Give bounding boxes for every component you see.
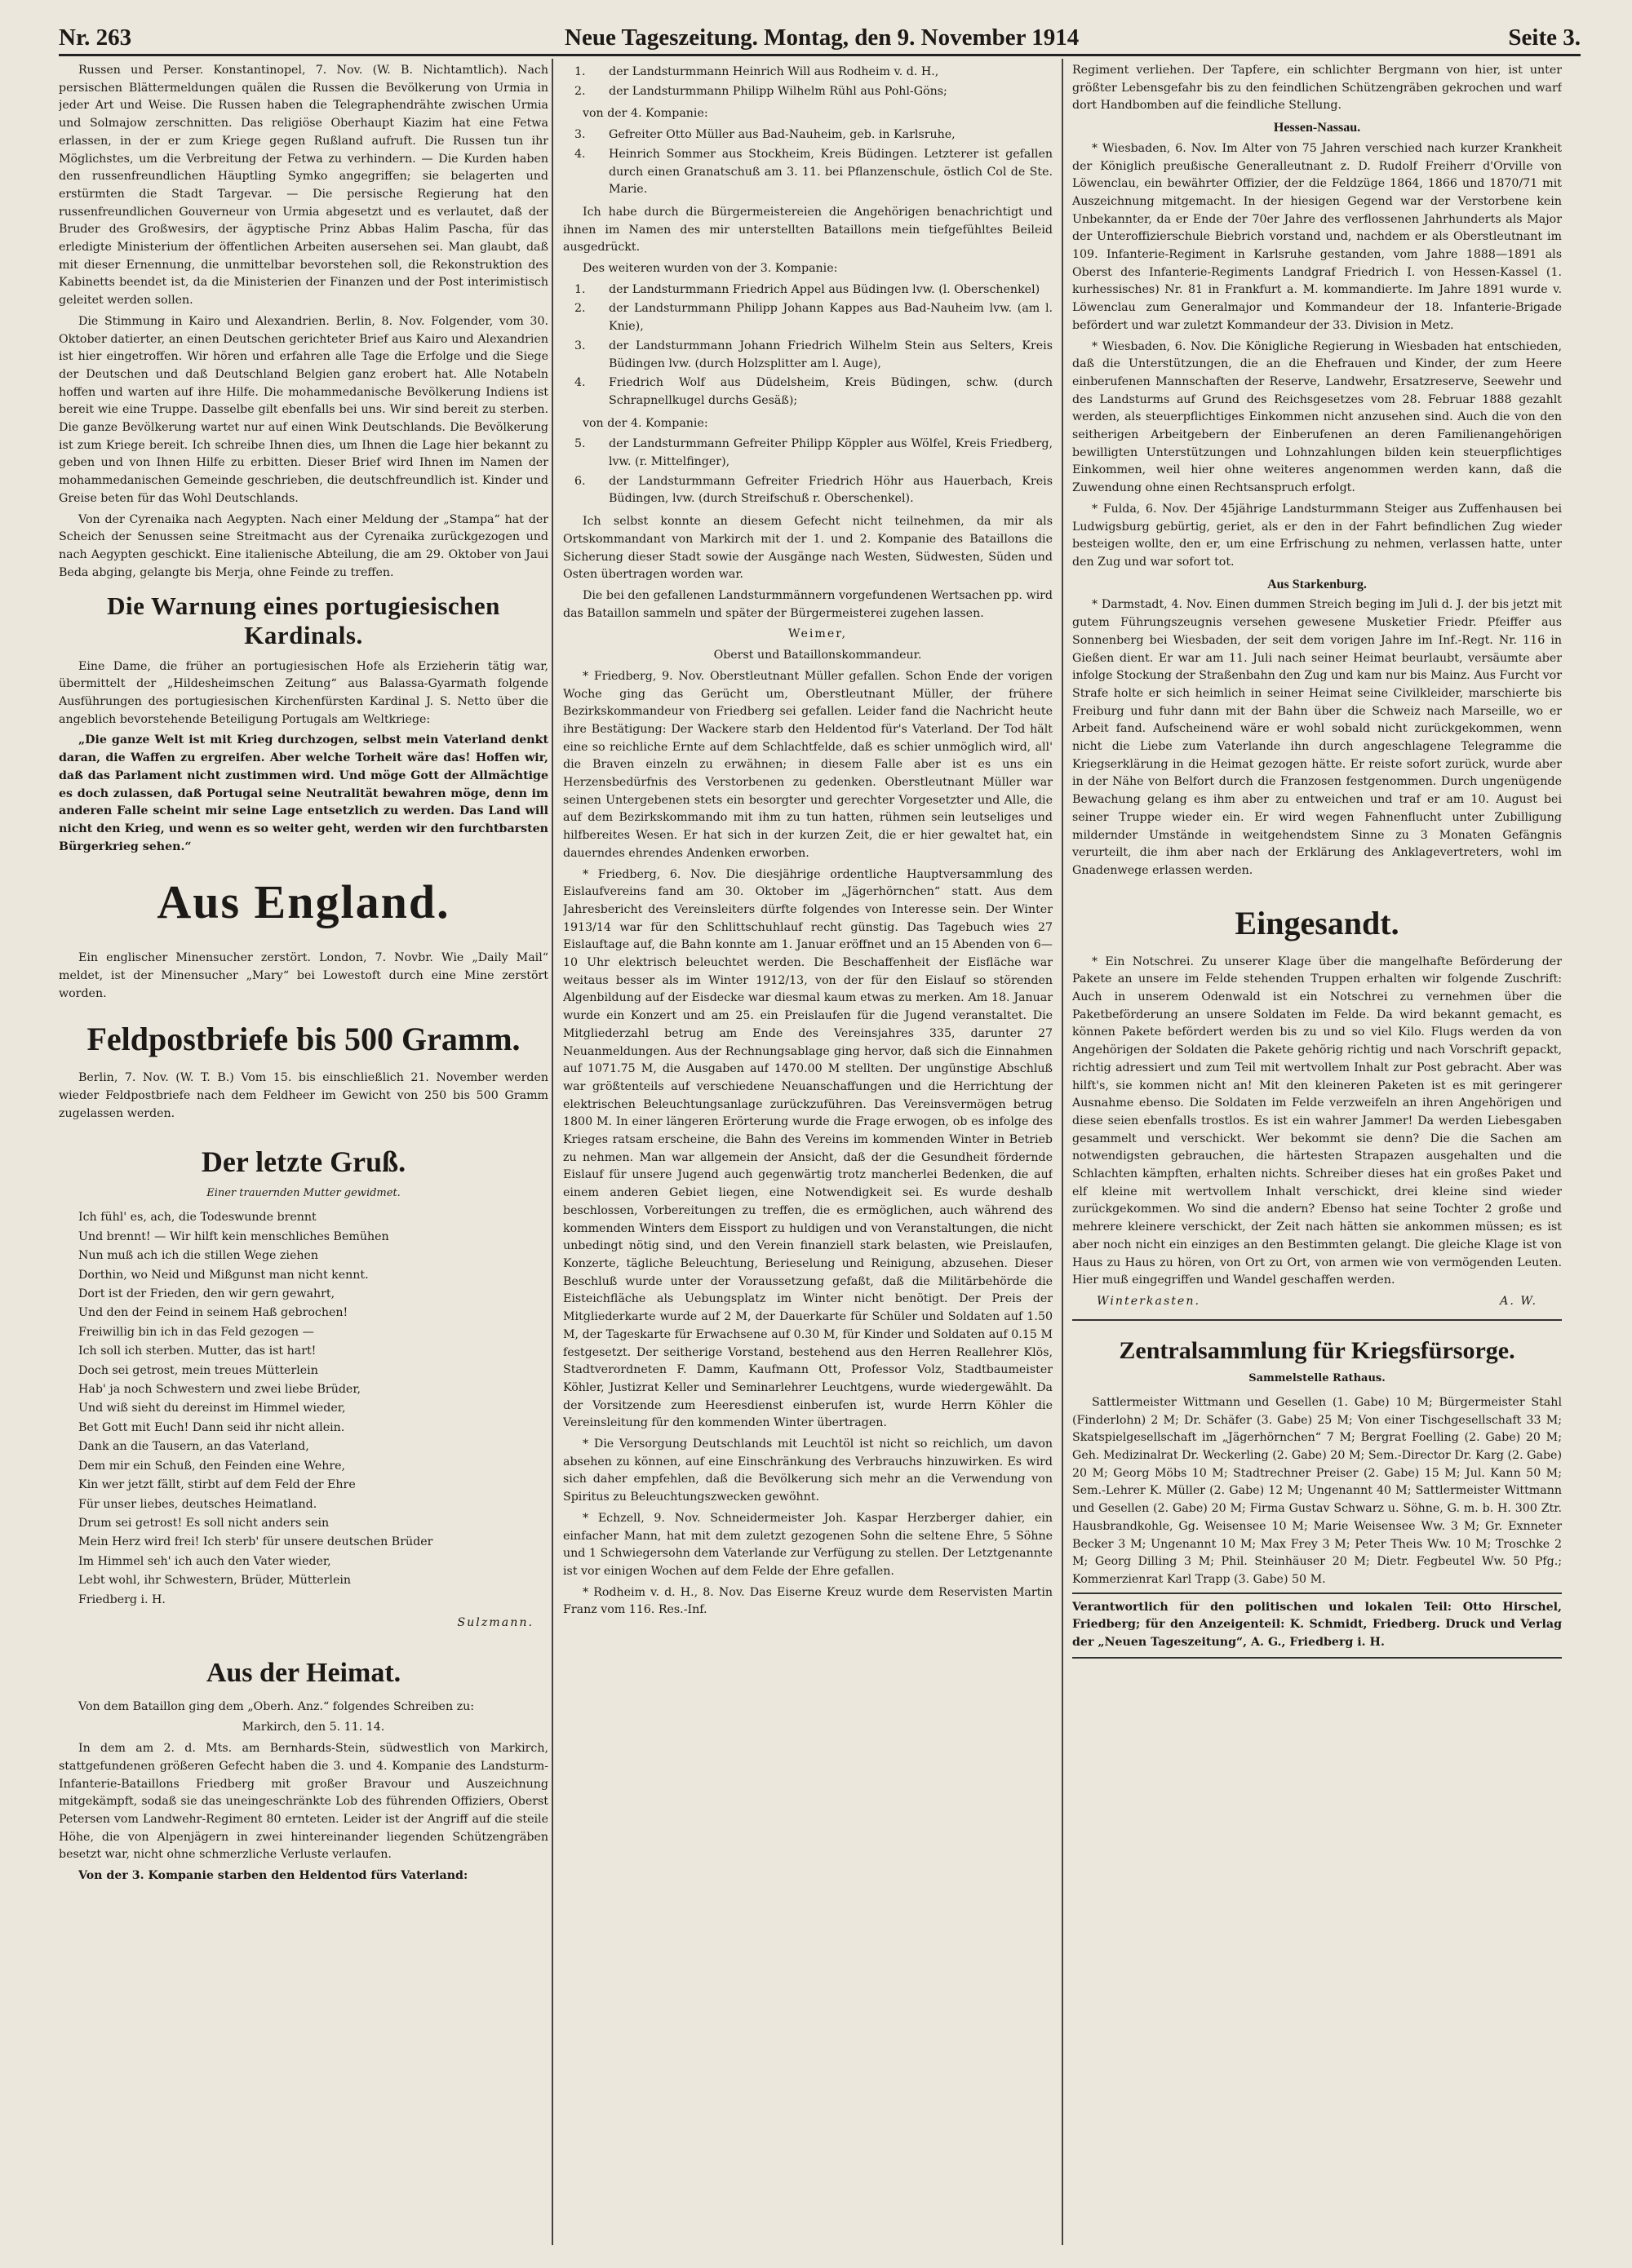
list-item bbox=[563, 64, 1053, 82]
list-item bbox=[563, 436, 1053, 471]
poem-line: Kin wer jetzt fällt, stirbt auf dem Feld der Ehre bbox=[78, 1478, 356, 1492]
poem-line: Und brennt! — Wir hilft kein menschliches Bemühen bbox=[78, 1229, 389, 1243]
poem-line: Dort ist der Frieden, den wir gern gewahrt, bbox=[78, 1287, 335, 1301]
article-cyrenaika: Von der Cyrenaika nach Aegypten. Nach einer Meldung der „Stampa“ hat der Scheich der Senussen seine Streitmacht aus der Cyrenaika zurückgezogen und nach Aegypten geschickt. Eine italienische Abteilung, die am 29. Oktober von Jaui Beda abging, gelangte bis Merja, ohne Feinde zu treffen. bbox=[59, 512, 548, 579]
list-item-text: der Landsturmmann Gefreiter Philipp Köppler aus Wölfel, Kreis Friedberg, lvw. (r. Mittelfinger), bbox=[609, 437, 1053, 469]
poem-line: Mein Herz wird frei! Ich sterb' für unsere deutschen Brüder bbox=[78, 1535, 433, 1549]
article-paragraph: Des weiteren wurden von der 3. Kompanie: bbox=[583, 262, 838, 276]
signature-title: Oberst und Bataillonskommandeur. bbox=[713, 649, 922, 662]
list-item-text: der Landsturmmann Friedrich Appel aus Büdingen lvw. (l. Oberschenkel) bbox=[609, 282, 1040, 296]
poem-line: Und den der Feind in seinem Haß gebrochen! bbox=[78, 1306, 348, 1320]
article-wiesbaden-2: * Wiesbaden, 6. Nov. Die Königliche Regierung in Wiesbaden hat entschieden, daß die Unterstützungen, die an die Ehefrauen und Kinder, der zum Heere einberufenen Mannschaften der Reserve, Landwehr, Ersatzreserve, Seewehr und des Landsturms auf Grund des Reichsgesetzes vom 28. Februar 1888 gezahlt werden, als steuerpflichtiges Einkommen nicht anzusehen sind. Auch die von den seitherigen Arbeitgebern der Einberufenen an deren Familienangehörigen bewilligten Unterstützungen und Lohnzahlungen bilden kein steuerpflichtiges Einkommen, weil hier ohne weiteres angenommen werden kann, daß die Zuwendung ohne einen Rechtsanspruch erfolgt. bbox=[1072, 339, 1562, 495]
poem bbox=[78, 1208, 548, 1610]
headline-zentralsammlung: Zentralsammlung für Kriegsfürsorge. bbox=[1119, 1336, 1515, 1364]
list-item-number: 1. bbox=[574, 65, 586, 78]
article-minensucher: Ein englischer Minensucher zerstört. London, 7. Novbr. Wie „Daily Mail“ meldet, ist der Minensucher „Mary“ bei Lowestoft durch eine Mine zerstört worden. bbox=[59, 951, 548, 1000]
divider bbox=[1072, 1319, 1562, 1321]
poem-line: Und wiß sieht du dereinst im Himmel wieder, bbox=[78, 1402, 346, 1415]
list-item-number: 6. bbox=[574, 474, 586, 488]
issue-number: Nr. 263 bbox=[59, 24, 132, 51]
list-item bbox=[563, 374, 1053, 410]
article-wiesbaden-1: * Wiesbaden, 6. Nov. Im Alter von 75 Jahren verschied nach kurzer Krankheit der Königlich preußische Generalleutnant z. D. Rudolf Freiherr d'Orville von Löwenclau, ein bewährter Offizier, der die Feldzüge 1864, 1866 und 1870/71 mit Auszeichnung mitgemacht. In der hiesigen Gegend war der Verstorbene kein Unbekannter, da er Ende der 70er Jahre des verflossenen Jahrhunderts als Major der Unteroffizierschule Biebrich vorstand und, nachdem er als Oberstleutnant im 109. Infanterie-Regiment in Karlsruhe gestanden, vom Jahre 1888—1891 als Oberst des Infanterie-Regiments Landgraf Friedrich I. von Hessen-Kassel (1. kurhessisches) Nr. 81 in Frankfurt a. M. kommandierte. Im Jahre 1891 wurde v. Löwenclau zum Generalmajor und Kommandeur der 18. Infanterie-Brigade befördert und war zuletzt Kommandeur der 33. Division in Metz. bbox=[1072, 141, 1562, 332]
headline-eingesandt: Eingesandt. bbox=[1235, 904, 1399, 941]
headline-feldpost: Feldpostbriefe bis 500 Gramm. bbox=[86, 1021, 521, 1058]
article-heimat-body: In dem am 2. d. Mts. am Bernhards-Stein, südwestlich von Markirch, stattgefundenen größeren Gefecht haben die 3. und 4. Kompanie des Landsturm-Infanterie-Bataillons Friedberg mit großer Bravour und Auszeichnung mitgekämpft, sodaß sie das uneingeschränkte Lob des führenden Offiziers, Oberst Petersen vom Landwehr-Regiment 80 ernteten. Leider ist der Angriff auf die steile Höhe, die von Alpenjägern in zwei hintereinander liegenden Schützengräben besetzt war, nicht ohne schmerzliche Verluste verlaufen. bbox=[59, 1742, 548, 1862]
article-paragraph: Ich habe durch die Bürgermeistereien die Angehörigen benachrichtigt und ihnen im Namen des mir unterstellten Bataillons mein tiefgefühltes Beileid ausgedrückt. bbox=[563, 205, 1053, 255]
list-item-text: der Landsturmmann Heinrich Will aus Rodheim v. d. H., bbox=[609, 65, 939, 78]
article-continued: Regiment verliehen. Der Tapfere, ein schlichter Bergmann von hier, ist unter größter Lebensgefahr bis zu den feindlichen Schützengräben gekrochen und warf dort Handbomben auf die feindliche Stellung. bbox=[1072, 64, 1562, 113]
poem-line: Nun muß ach ich die stillen Wege ziehen bbox=[78, 1249, 319, 1263]
list-item-number: 4. bbox=[574, 376, 586, 390]
list-item-number: 2. bbox=[574, 84, 586, 98]
article-fulda: * Fulda, 6. Nov. Der 45jährige Landsturmmann Steiger aus Zuffenhausen bei Ludwigsburg gebürtig, geriet, als er den in der Fahrt befindlichen Zug wieder besteigen wollte, den er, um eine Erfrischung zu nehmen, verlassen hatte, unter den Zug und war sofort tot. bbox=[1072, 502, 1562, 569]
list-item-text: Friedrich Wolf aus Düdelsheim, Kreis Büdingen, schw. (durch Schrapnellkugel durchs Gesäß); bbox=[609, 376, 1053, 407]
article-warnung-quote: „Die ganze Welt ist mit Krieg durchzogen, selbst mein Vaterland denkt daran, die Waffen zu ergreifen. Aber welche Torheit wäre das! Hoffen wir, daß das Parlament nicht zustimmen wird. Und möge Gott der Allmächtige es doch zulassen, daß Portugal seine Neutralität bewahren möge, denn im anderen Falle scheint mir seine Lage entsetzlich zu werden. Das Land will nicht den Krieg, und wenn es so weiter geht, werden wir den furchtbarsten Bürgerkrieg sehen.“ bbox=[59, 733, 548, 853]
poem-line: Dorthin, wo Neid und Mißgunst man nicht kennt. bbox=[78, 1268, 369, 1282]
letter-signature bbox=[1072, 1293, 1562, 1311]
list-item-number: 1. bbox=[574, 282, 586, 296]
column-3 bbox=[1072, 62, 1562, 2257]
headline-england: Aus England. bbox=[157, 875, 450, 929]
headline-heimat: Aus der Heimat. bbox=[206, 1657, 401, 1688]
list-item bbox=[563, 473, 1053, 508]
letter-place: Winterkasten. bbox=[1097, 1295, 1200, 1308]
list-item-text: Gefreiter Otto Müller aus Bad-Nauheim, geb. in Karlsruhe, bbox=[609, 128, 956, 142]
article-russen-perser: Russen und Perser. Konstantinopel, 7. Nov. (W. B. Nichtamtlich). Nach persischen Blättermeldungen quälen die Russen die Bevölkerung von Urmia in jeder Art und Weise. Die Russen haben die Telegraphendrähte zwischen Urmia und Solmajow zerschnitten. Das religiöse Oberhaupt Kiazim hat eine Fetwa erlassen, in der er zum Kriege gegen Rußland aufruft. Die Russen tun ihr Möglichstes, um die Verbreitung der Fetwa zu verhindern. — Die Kurden haben den russenfreundlichen Häuptling Symko angegriffen; sie belagerten und erstürmten die Stadt Targevar. — Die persische Regierung hat den russenfreundlichen Gouverneur von Urmia abgesetzt und es verlautet, daß der Bruder des Großwesirs, der ägyptische Prinz Abbas Halim Pascha, für das erledigte Ministerium der öffentlichen Arbeiten ausersehen sei. Man glaubt, daß mit dieser Ernennung, die unmittelbar bevorstehen soll, die Rekonstruktion des Kabinetts beendet ist, da die Ministerien der Finanzen und der Post interimistisch geleitet werden sollen. bbox=[59, 64, 548, 308]
article-mueller: * Friedberg, 9. Nov. Oberstleutnant Müller gefallen. Schon Ende der vorigen Woche ging das Gerücht um, Oberstleutnant Müller, der frühere Bezirkskommandeur von Friedberg sei gefallen. Leider fand die Nachricht heute ihre Bestätigung: Der Wackere starb den Heldentod für's Vaterland. Der Tod hält eine so reichliche Ernte auf dem Schlachtfelde, daß es schier unmöglich wird, all' die Braven einzeln zu erwähnen; in diesem Falle aber ist es uns ein Herzensbedürfnis des Verstorbenen zu gedenken. Oberstleutnant Müller war seinen Untergebenen stets ein besorgter und gerechter Vorgesetzter und Alle, die auf dem Bezirkskommando mit ihm zu tun hatten, rühmen sein leutseliges und hilfbereites Wesen. Er hat sich in der kurzen Zeit, die er hier gewaltet hat, ein dauerndes ehrendes Andenken erworben. bbox=[563, 669, 1053, 860]
article-echzell: * Echzell, 9. Nov. Schneidermeister Joh. Kaspar Herzberger dahier, ein einfacher Mann, hat mit dem zuletzt gezogenen Sohn die seltene Ehre, 5 Söhne und 1 Schwiegersohn dem Vaterlande zur Verfügung zu stellen. Der Letztgenannte ist vor einigen Wochen auf dem Felde der Ehre gefallen. bbox=[563, 1511, 1053, 1578]
list-item bbox=[563, 126, 1053, 144]
list-item-text: der Landsturmmann Philipp Johann Kappes aus Bad-Nauheim lvw. (am l. Knie), bbox=[609, 302, 1053, 334]
list-item bbox=[563, 281, 1053, 299]
column-rule bbox=[552, 59, 553, 2245]
poem-line: Dank an die Tausern, an das Vaterland, bbox=[78, 1440, 309, 1454]
casualty-list bbox=[563, 64, 1053, 100]
list-item-text: Heinrich Sommer aus Stockheim, Kreis Büdingen. Letzterer ist gefallen durch einen Granatschuß am 3. 11. bei Pflanzenschule, östlich Col de Ste. Marie. bbox=[609, 147, 1053, 197]
article-leuchtoel: * Die Versorgung Deutschlands mit Leuchtöl ist nicht so reichlich, um davon absehen zu können, auf eine Einschränkung des Verbrauchs hinzuwirken. Es wird sich daher empfehlen, daß die Bevölkerung sich mehr an die Verwendung von Spiritus zu Beleuchtungszwecken gewöhnt. bbox=[563, 1437, 1053, 1504]
list-item-number: 2. bbox=[574, 302, 586, 316]
poem-line: Friedberg i. H. bbox=[78, 1592, 166, 1606]
company-label: von der 4. Kompanie: bbox=[583, 107, 708, 121]
article-rodheim: * Rodheim v. d. H., 8. Nov. Das Eiserne Kreuz wurde dem Reservisten Martin Franz vom 116. Res.-Inf. bbox=[563, 1585, 1053, 1617]
wounded-list bbox=[563, 436, 1053, 508]
poem-dedication: Einer trauernden Mutter gewidmet. bbox=[206, 1186, 401, 1199]
list-item-number: 3. bbox=[574, 128, 586, 142]
imprint: Verantwortlich für den politischen und lokalen Teil: Otto Hirschel, Friedberg; für den Anzeigenteil: K. Schmidt, Friedberg. Druck und Verlag der „Neuen Tageszeitung“, A. G., Friedberg i. H. bbox=[1072, 1592, 1562, 1659]
poem-line: Doch sei getrost, mein treues Mütterlein bbox=[78, 1363, 318, 1377]
article-feldpost: Berlin, 7. Nov. (W. T. B.) Vom 15. bis einschließlich 21. November werden wieder Feldpostbriefe nach dem Feldheer im Gewicht von 250 bis 500 Gramm zugelassen werden. bbox=[59, 1071, 548, 1120]
poem-signature: Sulzmann. bbox=[457, 1615, 534, 1629]
section-heading-starkenburg: Aus Starkenburg. bbox=[1267, 577, 1367, 591]
list-item bbox=[563, 83, 1053, 101]
article-eislaufverein: * Friedberg, 6. Nov. Die diesjährige ordentliche Hauptversammlung des Eislaufvereins fand am 30. Oktober im „Jägerhörnchen“ statt. Aus dem Jahresbericht des Vereinsleiters dürfte folgendes von Interesse sein. Der Winter 1913/14 war für den Schlittschuhlauf recht günstig. Das Tagebuch wies 27 Eislauftage auf, die Bahn konnte am 1. Januar eröffnet und an 15 Abenden von 6—10 Uhr elektrisch beleuchtet werden. Die Beschaffenheit der Eisfläche war weitaus besser als im Winter 1912/13, von der für den Eislauf so störenden Algenbildung auf der Eisdecke war diesmal kaum etwas zu merken. Am 18. Januar wurde ein Konzert und am 25. ein Preislaufen für die Jugend veranstaltet. Die Mitgliederzahl betrug am Ende des Vereinsjahres 335, darunter 27 Neuanmeldungen. Aus der Rechnungsablage ging hervor, daß sich die Einnahmen auf 1071.75 M, die Ausgaben auf 1470.00 M stellten. Der ungünstige Abschluß war größtenteils auf verschiedene Neuanschaffungen und die Herrichtung der elektrischen Beleuchtungsanlage zurückzuführen. Das Vereinsvermögen betrug 1800 M. In einer längeren Erörterung wurde die Frage erwogen, ob es infolge des Krieges ratsam erscheine, die Bahn des Vereins im kommenden Winter in Betrieb zu nehmen. Man war allgemein der Ansicht, daß der die Gesundheit fördernde Eislauf für unsere Jugend auch gegenwärtig trotz mancherlei Bedenken, die auf einem anderen Gebiet liegen, eine Notwendigkeit sei. Es wurde deshalb beschlossen, Vorbereitungen zu treffen, die es ermöglichen, auch während des kommenden Winters dem Eissport zu huldigen und von Veranstaltungen, die nicht unbedingt nötig sind, und den Verein finanziell stark belasten, wie Preislaufen, Konzerte, tägliche Beleuchtung, Berieselung und Reinigung, abzusehen. Dieser Beschluß wurde unter der Voraussetzung gefaßt, daß die Militärbehörde die Eisteichfläche als Uebungsplatz im Winter nicht benötigt. Der Preis der Mitgliederkarte wurde auf 2 M, der Dauerkarte für Schüler und Soldaten auf 1.50 M, der Tageskarte für Erwachsene auf 0.30 M, für Kinder und Soldaten auf 0.15 M festgesetzt. Der seitherige Vorstand, bestehend aus den Herren Reallehrer Klös, Stadtverordneten F. Damm, Kaufmann Ott, Professor Volz, Stadtbaumeister Köhler, Justizrat Keller und Seminarlehrer Leuchtgens, wurde wiedergewählt. Da der Vorsitzende zum Heeresdienst einberufen ist, wurde Herrn Köhler die Vereinsleitung für den kommenden Winter übertragen. bbox=[563, 867, 1053, 1430]
poem-line: Drum sei getrost! Es soll nicht anders sein bbox=[78, 1516, 330, 1530]
poem-line: Freiwillig bin ich in das Feld gezogen — bbox=[78, 1325, 314, 1339]
poem-line: Hab' ja noch Schwestern und zwei liebe Brüder, bbox=[78, 1383, 361, 1397]
headline-warnung: Die Warnung eines portugiesischen Kardinals. bbox=[107, 591, 500, 650]
donation-list: Sattlermeister Wittmann und Gesellen (1. Gabe) 10 M; Bürgermeister Stahl (Finderlohn) 2 M; Dr. Schäfer (3. Gabe) 25 M; Von einer Tischgesellschaft 33 M; Skatspielgesellschaft im „Jägerhörnchen“ 7 M; Bergrat Foelling (2. Gabe) 20 M; Geh. Medizinalrat Dr. Weckerling (2. Gabe) 20 M; Sem.-Director Dr. Karg (2. Gabe) 20 M; Georg Möbs 10 M; Stadtrechner Preiser (2. Gabe) 15 M; Jul. Kann 50 M; Sem.-Lehrer K. Müller (2. Gabe) 12 M; Ungenannt 40 M; Sattlermeister Wittmann und Gesellen (2. Gabe) 20 M; Firma Gustav Schwarz u. Söhne, G. m. b. H. 300 Ztr. Hausbrandkohle, Gg. Weisensee 10 M; Marie Weisensee Ww. 3 M; Gr. Exnneter Becker 3 M; Ungenannt 10 M; Max Frey 3 M; Peter Theis Ww. 10 M; Troschke 2 M; Georg Dilling 3 M; Phil. Steinhäuser 20 M; Dietr. Fegbeutel Ww. 50 Pfg.; Kommerzienrat Karl Trapp (3. Gabe) 50 M. bbox=[1072, 1395, 1562, 1586]
poem-line: Bet Gott mit Euch! Dann seid ihr nicht allein. bbox=[78, 1420, 345, 1434]
article-warnung-intro: Eine Dame, die früher an portugiesischen Hofe als Erzieherin tätig war, übermittelt der „Hildesheimschen Zeitung“ aus Balassa-Gyarmath folgende Ausführungen des portugiesischen Kirchenfürsten Kardinal J. S. Netto über die angeblich bevorstehende Beteiligung Portugals am Weltkriege: bbox=[59, 659, 548, 726]
poem-line: Ich soll ich sterben. Mutter, das ist hart! bbox=[78, 1344, 317, 1358]
article-darmstadt: * Darmstadt, 4. Nov. Einen dummen Streich beging im Juli d. J. der bis jetzt mit gutem Führungszeugnis versehen gewesene Musketier Friedr. Pfeiffer aus Sonnenberg bei Wiesbaden, der seit dem vorigen Jahre im Inf.-Regt. Nr. 116 in Gießen dient. Er war am 11. Juli nach seiner Heimat beurlaubt, versäumte aber infolge Stockung der Straßenbahn den Zug und kam nur bis Mainz. Aus Furcht vor Strafe holte er sich heimlich in seiner Heimat seine Civilkleider, marschierte bis Freiburg und fuhr dann mit der Bahn über die Schweiz nach Marseille, wo er Arbeit fand. Aufscheinend wäre er wohl sobald nicht zurückgekommen, wenn nicht die Liebe zum Vaterlande ihn durch angeschlagene Telegramme die Kriegserklärung in die Heimat gezogen hätte. Er reiste sofort zurück, wurde aber in der Nähe von Belfort durch die Franzosen festgenommen. Durch ungenügende Bewachung gelang es ihm aber zu entweichen und traf er am 10. August bei seiner Truppe wieder ein. Er wird wegen Fahnenflucht unter Zubilligung mildernder Umstände in weitgehendstem Sinne zu 3 Monaten Gefängnis verurteilt, die ihm aber nach der Erklärung des Anklagevertreters, wohl im Gnadenwege erlassen werden. bbox=[1072, 598, 1562, 877]
wounded-list bbox=[563, 281, 1053, 410]
article-notschrei: * Ein Notschrei. Zu unserer Klage über die mangelhafte Beförderung der Pakete an unsere im Felde stehenden Truppen erhalten wir folgende Zuschrift: Auch in unserem Odenwald ist ein Notschrei zu vernehmen über die Paketbeförderung an unsere Soldaten im Felde. Da wird bekannt gemacht, es können Pakete befördert werden bis zu und so viel Kilo. Flugs werden da von Angehörigen der Soldaten die Pakete gehörig richtig und nach Vorschrift gepackt, richtig adressiert und zum Teil mit wertvollem Inhalt zur Post gebracht. Aber was hilft's, sie kommen nicht an! Mit den kleineren Paketen ist es mit geringerer Ausnahme ebenso. Die Soldaten im Felde verzweifeln an ihren Angehörigen und diese seien ebenfalls trostlos. Es ist ein wahrer Jammer! Da werden Liebesgaben gesammelt und verschickt. Wer bekommt sie denn? Die die Sachen am notwendigsten gebrauchen, die härtesten Strapazen ausgehalten und die Schlachten kämpften, erhalten nichts. Schreiber dieses hat ein großes Paket und elf kleine mit wertvollem Inhalt verschickt, drei kleine sind wieder zurückgekommen. Wo sind die andern? Ebenso hat seine Tochter 2 große und mehrere kleinere verschickt, der Zeit nach hätten sie ankommen müssen; es ist aber noch nicht ein einziges an den Bestimmten gelangt. Die gleiche Klage ist von Haus zu Haus zu hören, von Ort zu Ort, von armen wie von vermögenden Leuten. Hier muß eingegriffen und Wandel geschaffen werden. bbox=[1072, 955, 1562, 1287]
list-item bbox=[563, 300, 1053, 335]
article-heimat-intro: Von dem Bataillon ging dem „Oberh. Anz.“ folgendes Schreiben zu: bbox=[78, 1699, 474, 1713]
column-rule bbox=[1062, 59, 1063, 2245]
poem-line: Im Himmel seh' ich auch den Vater wieder, bbox=[78, 1554, 331, 1568]
list-item-text: der Landsturmmann Gefreiter Friedrich Höhr aus Hauerbach, Kreis Büdingen, lvw. (durch Streifschuß r. Oberschenkel). bbox=[609, 474, 1053, 506]
list-item-text: der Landsturmmann Johann Friedrich Wilhelm Stein aus Selters, Kreis Büdingen lvw. (durch Holzsplitter am l. Auge), bbox=[609, 339, 1053, 370]
article-paragraph: Ich selbst konnte an diesem Gefecht nicht teilnehmen, da mir als Ortskommandant von Markirch mit der 1. und 2. Kompanie des Bataillons die Sicherung dieser Stadt sowie der Ausgänge nach Westen, Südwesten, Süden und Osten übertragen worden war. bbox=[563, 515, 1053, 582]
list-item-number: 3. bbox=[574, 339, 586, 352]
article-heimat-fallen: Von der 3. Kompanie starben den Heldentod fürs Vaterland: bbox=[78, 1869, 468, 1883]
column-1 bbox=[59, 62, 548, 2257]
page-header bbox=[59, 16, 1581, 56]
section-heading-hessen: Hessen-Nassau. bbox=[1273, 121, 1361, 135]
column-2 bbox=[563, 62, 1053, 2257]
article-paragraph: Die bei den gefallenen Landsturmmännern vorgefundenen Wertsachen pp. wird das Bataillon sammeln und später der Bürgermeisterei zugehen lassen. bbox=[563, 588, 1053, 620]
poem-line: Dem mir ein Schuß, den Feinden eine Wehre, bbox=[78, 1459, 346, 1473]
signature-name: Weimer, bbox=[788, 627, 847, 641]
collection-point: Sammelstelle Rathaus. bbox=[1248, 1372, 1386, 1385]
article-kairo: Die Stimmung in Kairo und Alexandrien. Berlin, 8. Nov. Folgender, vom 30. Oktober datierter, an einen Deutschen gerichteter Brief aus Kairo und Alexandrien ist hier eingetroffen. Wir hören und erfahren alle Tage die Erfolge und die Siege der Deutschen und daß Deutschland Belgien ganz erobert hat. Alle Notabeln hoffen und warten auf ihre Hilfe. Die mohammedanische Bevölkerung Indiens ist bereit wie eine Truppe. Dasselbe gilt ebenfalls bei uns. Wir sind bereit zu sterben. Die ganze Bevölkerung wartet nur auf einen Wink Deutschlands. Die Bevölkerung ist zum Kriege bereit. Ich schreibe Ihnen dies, um Ihnen die Lage hier bekannt zu geben und von Ihnen Hilfe zu erbitten. Dieser Brief wird Ihnen im Namen der mohammedanischen Gemeinde geschrieben, die deutschfreundlich ist. Kinder und Greise beten für das Wohl Deutschlands. bbox=[59, 314, 548, 505]
list-item-number: 4. bbox=[574, 147, 586, 161]
poem-line: Lebt wohl, ihr Schwestern, Brüder, Mütterlein bbox=[78, 1574, 352, 1588]
letter-dateline: Markirch, den 5. 11. 14. bbox=[242, 1721, 385, 1734]
casualty-list bbox=[563, 126, 1053, 199]
list-item bbox=[563, 338, 1053, 373]
list-item-number: 5. bbox=[574, 437, 586, 451]
company-label: von der 4. Kompanie: bbox=[583, 416, 708, 430]
poem-line: Für unser liebes, deutsches Heimatland. bbox=[78, 1497, 317, 1511]
masthead-date: Neue Tageszeitung. Montag, den 9. November 1914 bbox=[565, 24, 1080, 51]
letter-initials: A. W. bbox=[1500, 1295, 1537, 1308]
poem-line: Ich fühl' es, ach, die Todeswunde brennt bbox=[78, 1211, 317, 1225]
list-item-text: der Landsturmmann Philipp Wilhelm Rühl aus Pohl-Göns; bbox=[609, 84, 947, 98]
page-number: Seite 3. bbox=[1508, 24, 1581, 51]
list-item bbox=[563, 146, 1053, 199]
headline-letzter-gruss: Der letzte Gruß. bbox=[201, 1145, 406, 1179]
